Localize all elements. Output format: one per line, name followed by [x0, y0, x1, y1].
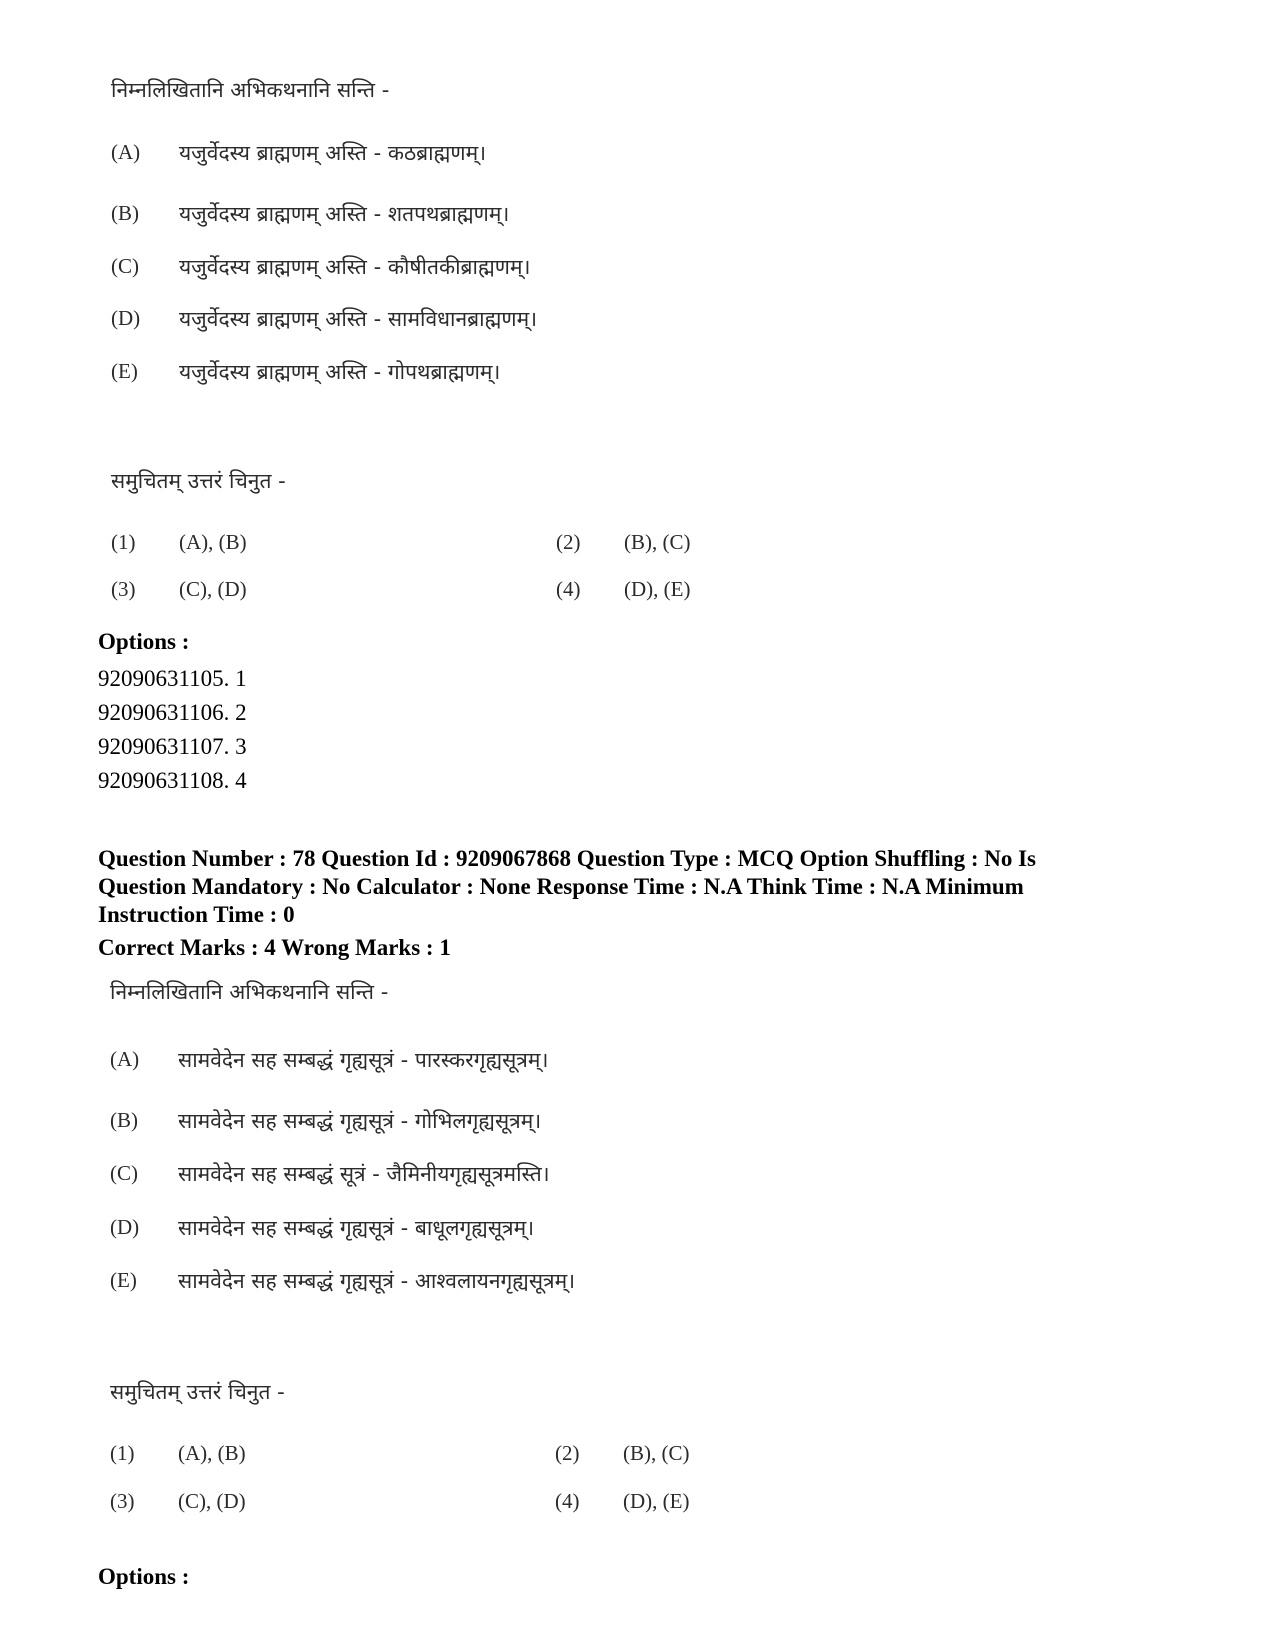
- statement-label: (B): [111, 201, 139, 225]
- statement-label: (C): [110, 1161, 138, 1185]
- statement-label: (A): [111, 140, 141, 164]
- q77-options-heading: Options :: [98, 629, 190, 654]
- answer-value: (D), (E): [623, 1489, 690, 1513]
- q78-meta: [98, 845, 1218, 929]
- statement-text: सामवेदेन सह सम्बद्धं गृह्यसूत्रं - गोभिलगृह्यसूत्रम्।: [178, 1109, 542, 1133]
- statement-label: (E): [111, 359, 138, 383]
- q78-instruction: समुचितम् उत्तरं चिनुत -: [110, 1380, 285, 1404]
- answer-value: (C), (D): [178, 1489, 246, 1513]
- q78-answer-grid: [110, 1441, 810, 1521]
- statement-text: सामवेदेन सह सम्बद्धं गृह्यसूत्रं - आश्वलायनगृह्यसूत्रम्।: [178, 1269, 576, 1293]
- answer-number: (1): [110, 1441, 135, 1465]
- q78-intro: निम्नलिखितानि अभिकथनानि सन्ति -: [110, 980, 389, 1004]
- q78-options-heading: Options :: [98, 1564, 190, 1589]
- statement-label: (A): [110, 1047, 140, 1071]
- answer-number: (2): [555, 1441, 580, 1465]
- option-item: 92090631105. 1: [98, 666, 247, 691]
- q77-statements: [111, 140, 811, 400]
- statement-text: सामवेदेन सह सम्बद्धं सूत्रं - जैमिनीयगृह्यसूत्रमस्ति।: [178, 1162, 550, 1186]
- q77-answer-grid: [111, 530, 811, 610]
- statement-label: (D): [110, 1215, 140, 1239]
- answer-value: (A), (B): [179, 530, 247, 554]
- q77-intro: निम्नलिखितानि अभिकथनानि सन्ति -: [111, 78, 390, 102]
- statement-text: यजुर्वेदस्य ब्राह्मणम् अस्ति - गोपथब्राह्मणम्।: [179, 360, 501, 384]
- statement-text: सामवेदेन सह सम्बद्धं गृह्यसूत्रं - बाधूलगृह्यसूत्रम्।: [178, 1216, 535, 1240]
- answer-value: (B), (C): [623, 1441, 690, 1465]
- q77-instruction: समुचितम् उत्तरं चिनुत -: [111, 469, 286, 493]
- answer-value: (A), (B): [178, 1441, 246, 1465]
- statement-label: (C): [111, 254, 139, 278]
- answer-number: (3): [111, 577, 136, 601]
- answer-number: (4): [555, 1489, 580, 1513]
- statement-label: (D): [111, 306, 141, 330]
- q78-statements: [110, 1047, 810, 1307]
- answer-number: (1): [111, 530, 136, 554]
- answer-value: (B), (C): [624, 530, 691, 554]
- statement-text: सामवेदेन सह सम्बद्धं गृह्यसूत्रं - पारस्करगृह्यसूत्रम्।: [178, 1048, 549, 1072]
- answer-value: (C), (D): [179, 577, 247, 601]
- question-meta-line: Question Mandatory : No Calculator : None Response Time : N.A Think Time : N.A Minimum: [98, 874, 1024, 899]
- answer-number: (2): [556, 530, 581, 554]
- question-meta-line: Instruction Time : 0: [98, 902, 295, 927]
- q78-marks: Correct Marks : 4 Wrong Marks : 1: [98, 935, 451, 960]
- statement-label: (E): [110, 1268, 137, 1292]
- question-meta-line: Question Number : 78 Question Id : 9209067868 Question Type : MCQ Option Shuffling : No Is: [98, 846, 1037, 871]
- answer-value: (D), (E): [624, 577, 691, 601]
- statement-label: (B): [110, 1108, 138, 1132]
- statement-text: यजुर्वेदस्य ब्राह्मणम् अस्ति - कौषीतकीब्राह्मणम्।: [179, 255, 531, 279]
- statement-text: यजुर्वेदस्य ब्राह्मणम् अस्ति - सामविधानब्राह्मणम्।: [179, 307, 538, 331]
- q77-options-list: [98, 662, 498, 798]
- option-item: 92090631108. 4: [98, 768, 247, 793]
- statement-text: यजुर्वेदस्य ब्राह्मणम् अस्ति - कठब्राह्मणम्।: [179, 141, 487, 165]
- statement-text: यजुर्वेदस्य ब्राह्मणम् अस्ति - शतपथब्राह्मणम्।: [179, 202, 510, 226]
- option-item: 92090631107. 3: [98, 734, 247, 759]
- option-item: 92090631106. 2: [98, 700, 247, 725]
- answer-number: (3): [110, 1489, 135, 1513]
- answer-number: (4): [556, 577, 581, 601]
